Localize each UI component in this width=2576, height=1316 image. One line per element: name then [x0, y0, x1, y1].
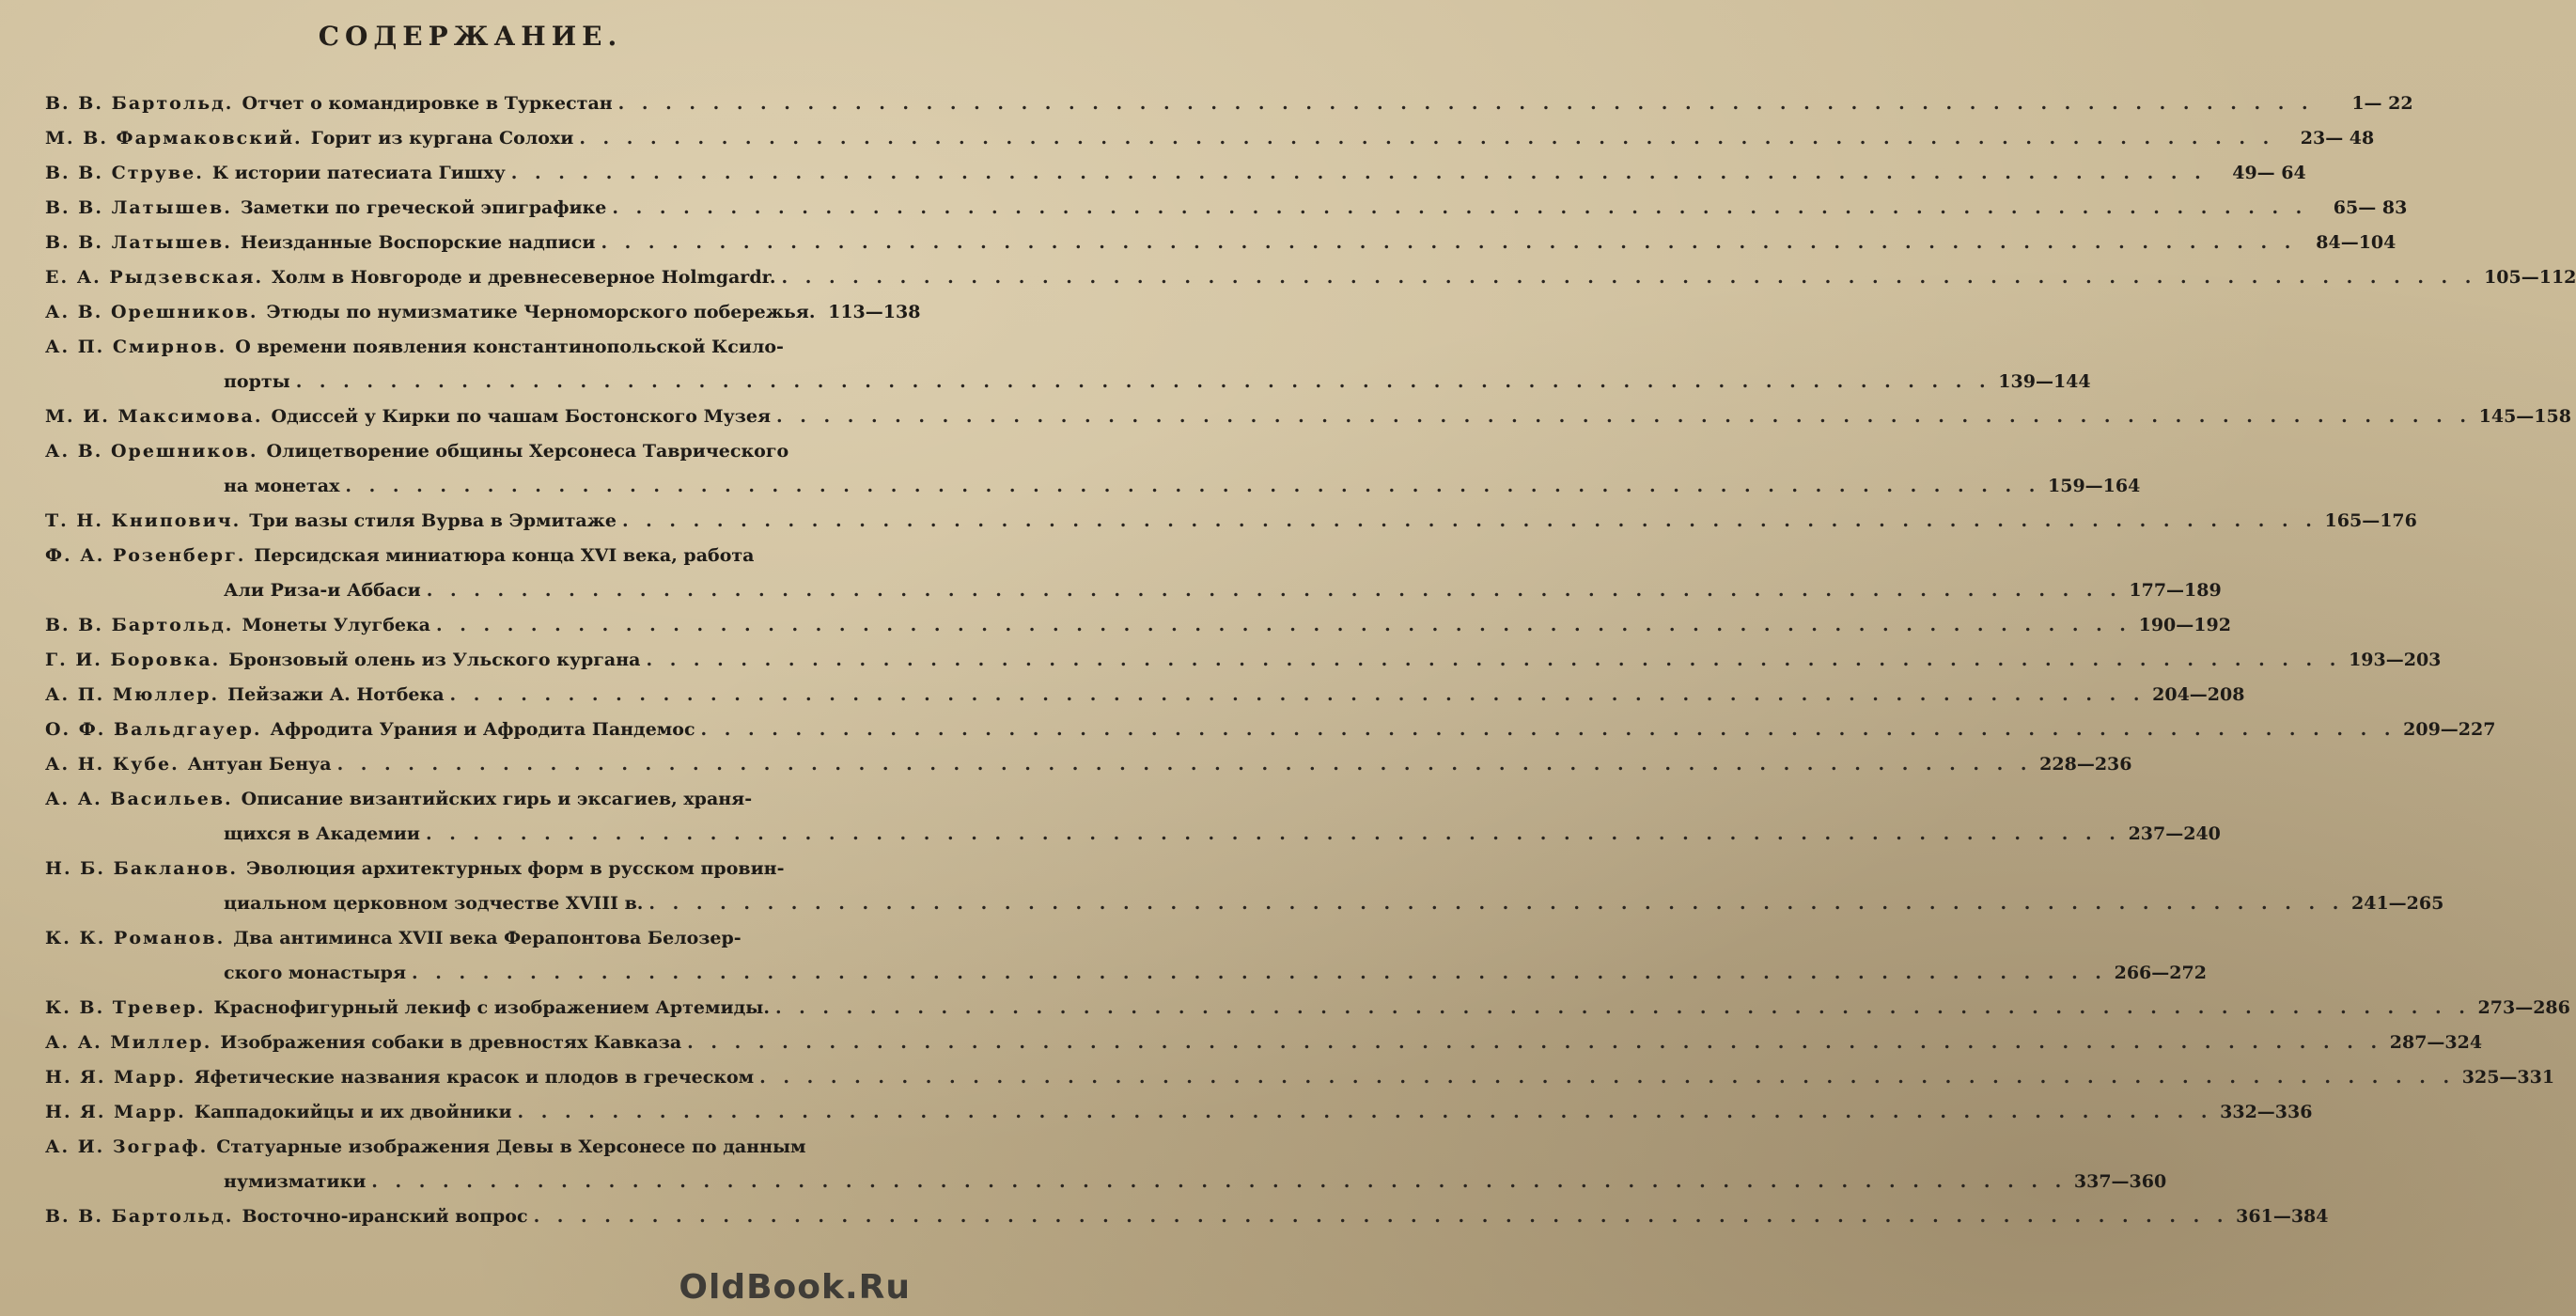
entry-title: Холм в Новгороде и древнесеверное Holmgardr. [272, 267, 776, 288]
toc-entry [45, 434, 2141, 504]
toc-entry [45, 608, 2231, 643]
toc-entry-line [45, 504, 2417, 539]
entry-pages: 190—192 [2138, 615, 2231, 635]
toc-entry-line [45, 1060, 2555, 1095]
dot-leader [436, 608, 2131, 643]
entry-pages: 228—236 [2039, 754, 2132, 775]
entry-pages: 65— 83 [2333, 197, 2408, 218]
toc-entry [45, 1026, 2483, 1060]
entry-author: А. П. Смирнов. [45, 337, 227, 357]
entry-pages: 23— 48 [2300, 128, 2375, 149]
dot-leader [618, 86, 2314, 121]
toc-entry [45, 226, 2396, 260]
toc-entry-line [45, 295, 921, 330]
toc-entry-line [45, 121, 2375, 156]
entry-title: Отчет о командировке в Туркестан [242, 93, 613, 114]
entry-author: Е. А. Рыдзевская. [45, 267, 264, 288]
toc-entry [45, 504, 2417, 539]
entry-author: А. Н. Кубе. [45, 754, 180, 775]
entry-title: Восточно-иранский вопрос [242, 1206, 528, 1227]
entry-title-continuation: на монетах [224, 476, 340, 496]
toc-entry-line [45, 608, 2231, 643]
toc-entry-line [45, 1199, 2329, 1234]
toc-entry-continuation [45, 956, 2207, 991]
entry-title: Статуарные изображения Девы в Херсонесе по данным [216, 1136, 806, 1157]
entry-author: А. А. Васильев. [45, 789, 233, 809]
entry-author: В. В. Латышев. [45, 197, 232, 218]
entry-title: К истории патесиата Гишху [211, 163, 506, 183]
toc-entry [45, 852, 2444, 921]
entry-title: Изображения собаки в древностях Кавказа [220, 1032, 682, 1053]
entry-pages: 177—189 [2129, 580, 2222, 601]
dot-leader [534, 1199, 2229, 1234]
entry-pages: 159—164 [2048, 476, 2141, 496]
entry-title: Бронзовый олень из Ульского кургана [228, 650, 641, 670]
dot-leader [579, 121, 2274, 156]
dot-leader [296, 365, 1991, 400]
toc-entry [45, 539, 2222, 608]
entry-pages: 337—360 [2073, 1171, 2167, 1192]
entry-pages: 139—144 [1998, 371, 2091, 392]
toc-entry [45, 643, 2442, 678]
entry-title-continuation: щихся в Академии [224, 823, 420, 844]
dot-leader [412, 956, 2107, 991]
toc-entry [45, 330, 2091, 400]
dot-leader [648, 886, 2344, 921]
entry-title: Этюды по нумизматике Черноморского побережья. [266, 302, 816, 322]
entry-title: Неизданные Воспорские надписи [240, 232, 596, 253]
toc-entry-line [45, 330, 905, 365]
toc-entry-continuation [45, 886, 2444, 921]
entry-title-continuation: ского монастыря [224, 963, 406, 983]
toc-entry-line [45, 191, 2408, 226]
entry-title: Каппадокийцы и их двойники [194, 1102, 512, 1122]
toc-entry [45, 1130, 2167, 1199]
toc-entry [45, 156, 2306, 191]
entry-author: А. В. Орешников. [45, 441, 258, 462]
watermark: OldBook.Ru [679, 1268, 911, 1307]
entry-author: В. В. Латышев. [45, 232, 232, 253]
entry-author: Н. Б. Бакланов. [45, 858, 239, 879]
toc-entry-line [45, 400, 2571, 434]
toc-entry [45, 260, 2576, 295]
entry-author: М. В. Фармаковский. [45, 128, 303, 149]
page-title: СОДЕРЖАНИЕ. [318, 21, 623, 52]
entry-title-continuation: порты [224, 371, 290, 392]
entry-title-continuation: циальном церковном зодчестве XVIII в. [224, 893, 644, 914]
dot-leader [612, 191, 2307, 226]
entry-author: В. В. Бартольд. [45, 93, 234, 114]
entry-title: Описание византийских гирь и эксагиев, храня- [241, 789, 753, 809]
entry-title: Персидская миниатюра конца XVI века, работа [254, 545, 755, 566]
dot-leader [426, 817, 2121, 852]
entry-title: Яфетические названия красок и плодов в греческом [194, 1067, 755, 1088]
entry-pages: 266—272 [2114, 963, 2207, 983]
toc-entry-line [45, 86, 2413, 121]
entry-pages: 145—158 [2478, 406, 2571, 427]
entry-pages: 1— 22 [2351, 93, 2413, 114]
toc-entry-line [45, 226, 2396, 260]
entry-author: Ф. А. Розенберг. [45, 545, 246, 566]
entry-pages: 105—112 [2484, 267, 2576, 288]
toc-entry-line [45, 713, 2496, 747]
dot-leader [687, 1026, 2382, 1060]
toc-entry [45, 86, 2413, 121]
entry-author: М. И. Максимова. [45, 406, 263, 427]
toc-entry-line [45, 1026, 2483, 1060]
entry-pages: 237—240 [2128, 823, 2221, 844]
toc-entry [45, 1060, 2555, 1095]
toc-entry [45, 121, 2375, 156]
toc-entry [45, 191, 2408, 226]
entry-title: Монеты Улугбека [242, 615, 430, 635]
toc-entry-continuation [45, 573, 2222, 608]
entry-author: О. Ф. Вальдгауер. [45, 719, 262, 740]
entry-author: Н. Я. Марр. [45, 1102, 186, 1122]
entry-author: А. П. Мюллер. [45, 684, 220, 705]
dot-leader [427, 573, 2122, 608]
entry-pages: 287—324 [2389, 1032, 2483, 1053]
entry-author: К. К. Романов. [45, 928, 226, 948]
entry-title: Два антиминса XVII века Ферапонтова Белозер- [233, 928, 742, 948]
toc-entry-line [45, 678, 2245, 713]
dot-leader [345, 469, 2040, 504]
entry-title: Эволюция архитектурных форм в русском провин- [246, 858, 785, 879]
entry-title: О времени появления константинопольской Ксило- [235, 337, 784, 357]
entry-pages: 241—265 [2351, 893, 2444, 914]
toc-entry [45, 782, 2221, 852]
toc-entry-line [45, 782, 905, 817]
toc-entry-line [45, 1095, 2313, 1130]
entry-pages: 84—104 [2316, 232, 2396, 253]
entry-title: Краснофигурный лекиф с изображением Артемиды. [213, 997, 770, 1018]
toc-entry-line [45, 156, 2306, 191]
dot-leader [759, 1060, 2455, 1095]
dot-leader [601, 226, 2296, 260]
toc-entry-line [45, 747, 2132, 782]
entry-title: Заметки по греческой эпиграфике [240, 197, 607, 218]
entry-author: А. А. Миллер. [45, 1032, 212, 1053]
toc-entry-line [45, 991, 2570, 1026]
toc-entry [45, 400, 2571, 434]
entry-author: А. В. Орешников. [45, 302, 258, 322]
dot-leader [518, 1095, 2213, 1130]
dot-leader [622, 504, 2318, 539]
entry-author: Н. Я. Марр. [45, 1067, 186, 1088]
dot-leader [776, 400, 2472, 434]
toc-entry [45, 921, 2207, 991]
toc-entry-line [45, 539, 905, 573]
toc-entry-continuation [45, 1165, 2167, 1199]
toc-entry [45, 1095, 2313, 1130]
toc-entry-continuation [45, 365, 2091, 400]
entry-pages: 273—286 [2477, 997, 2570, 1018]
dot-leader [450, 678, 2146, 713]
toc-entry-continuation [45, 817, 2221, 852]
toc-entry-line [45, 643, 2442, 678]
toc-entry [45, 1199, 2329, 1234]
entry-pages: 165—176 [2324, 510, 2417, 531]
entry-author: К. В. Тревер. [45, 997, 206, 1018]
entry-pages: 361—384 [2236, 1206, 2329, 1227]
entry-title: Антуан Бенуа [187, 754, 332, 775]
toc-entry-line [45, 1130, 905, 1165]
toc-entry-line [45, 921, 905, 956]
entry-pages: 209—227 [2403, 719, 2496, 740]
toc-entry-line [45, 852, 905, 886]
entry-title: Одиссей у Кирки по чашам Бостонского Музея [271, 406, 772, 427]
dot-leader [701, 713, 2396, 747]
entry-pages: 332—336 [2220, 1102, 2313, 1122]
entry-title-continuation: нумизматики [224, 1171, 367, 1192]
entry-author: В. В. Бартольд. [45, 1206, 234, 1227]
entry-pages: 193—203 [2349, 650, 2442, 670]
entry-author: Г. И. Боровка. [45, 650, 221, 670]
toc-entry [45, 678, 2245, 713]
entry-title: Афродита Урания и Афродита Пандемос [270, 719, 695, 740]
entry-title: Горит из кургана Солохи [310, 128, 574, 149]
dot-leader [511, 156, 2207, 191]
entry-title: Пейзажи А. Нотбека [227, 684, 445, 705]
entry-author: В. В. Бартольд. [45, 615, 234, 635]
entry-pages: 113—138 [828, 302, 921, 322]
dot-leader [781, 260, 2476, 295]
entry-title-continuation: Али Риза-и Аббаси [224, 580, 421, 601]
toc-entry-continuation [45, 469, 2141, 504]
toc-entry [45, 991, 2570, 1026]
dot-leader [337, 747, 2033, 782]
entry-title: Три вазы стиля Вурва в Эрмитаже [249, 510, 617, 531]
table-of-contents [45, 86, 2576, 1234]
entry-author: В. В. Струве. [45, 163, 204, 183]
dot-leader [371, 1165, 2067, 1199]
toc-entry-line [45, 260, 2576, 295]
toc-entry [45, 713, 2496, 747]
dot-leader [775, 991, 2471, 1026]
entry-author: А. И. Зограф. [45, 1136, 209, 1157]
toc-entry [45, 747, 2132, 782]
entry-pages: 325—331 [2461, 1067, 2555, 1088]
dot-leader [646, 643, 2341, 678]
entry-pages: 49— 64 [2232, 163, 2306, 183]
entry-pages: 204—208 [2152, 684, 2245, 705]
toc-entry [45, 295, 921, 330]
toc-entry-line [45, 434, 905, 469]
entry-title: Олицетворение общины Херсонеса Таврического [266, 441, 789, 462]
entry-author: Т. Н. Книпович. [45, 510, 242, 531]
